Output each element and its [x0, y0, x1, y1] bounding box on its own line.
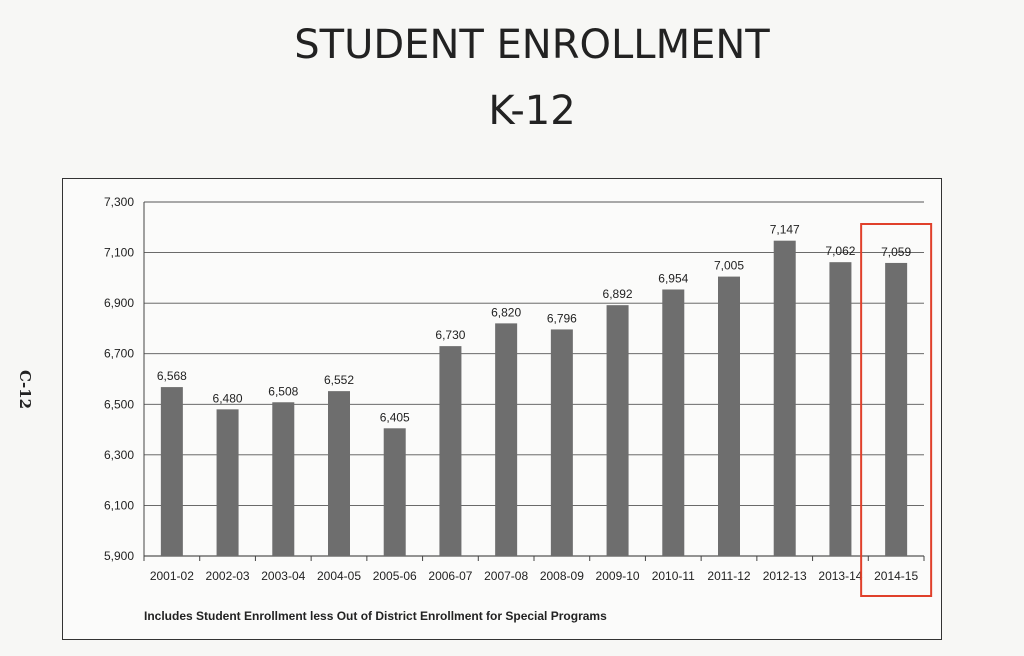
bar: [662, 289, 684, 556]
data-label: 7,147: [769, 222, 800, 237]
bar: [774, 241, 796, 556]
page-side-label: C-12: [16, 370, 34, 410]
data-label: 6,954: [658, 271, 689, 286]
data-label: 6,480: [212, 391, 243, 406]
y-tick-label: 6,300: [103, 447, 134, 462]
x-tick-label: 2012-13: [762, 569, 807, 583]
bars: [161, 241, 907, 556]
x-tick-label: 2008-09: [539, 569, 584, 583]
x-tick-label: 2004-05: [316, 569, 362, 583]
data-label: 6,796: [546, 311, 577, 326]
bar: [217, 409, 239, 556]
data-label: 6,820: [491, 305, 522, 320]
bar: [829, 262, 851, 556]
y-tick-label: 6,500: [103, 397, 134, 412]
x-tick-label: 2011-12: [707, 569, 751, 583]
data-label: 6,405: [379, 410, 410, 425]
bar: [551, 329, 573, 556]
y-tick-label: 7,100: [103, 245, 134, 260]
chart-title-line1: STUDENT ENROLLMENT: [294, 22, 770, 68]
x-tick-label: 2007-08: [484, 569, 529, 583]
x-tick-label: 2005-06: [372, 569, 417, 583]
data-label: 7,059: [881, 244, 912, 259]
bar: [495, 323, 517, 556]
x-tick-label: 2013-14: [818, 569, 863, 583]
grid-lines: [144, 202, 924, 556]
data-label: 7,005: [713, 258, 745, 273]
bar: [607, 305, 629, 556]
x-axis-ticks: [144, 556, 924, 583]
x-tick-label: 2003-04: [261, 569, 306, 583]
bar: [384, 428, 406, 556]
bar: [328, 391, 350, 556]
bar: [161, 387, 183, 556]
y-axis-ticks: [104, 195, 134, 563]
data-label: 7,062: [825, 244, 856, 259]
y-tick-label: 6,900: [103, 296, 134, 311]
x-tick-label: 2010-11: [651, 569, 695, 583]
bar: [272, 402, 294, 556]
data-label: 6,730: [435, 328, 466, 343]
data-label: 6,568: [156, 369, 187, 384]
y-tick-label: 6,100: [103, 498, 134, 513]
x-tick-label: 2014-15: [874, 569, 919, 583]
x-tick-label: 2006-07: [428, 569, 473, 583]
data-label: 6,552: [323, 373, 355, 388]
x-tick-label: 2002-03: [205, 569, 250, 583]
bar: [439, 346, 461, 556]
y-tick-label: 5,900: [103, 549, 134, 563]
x-tick-label: 2009-10: [595, 569, 640, 583]
bar: [885, 263, 907, 556]
data-label: 6,508: [268, 384, 299, 399]
x-tick-label: 2001-02: [149, 569, 194, 583]
y-tick-label: 6,700: [103, 346, 134, 361]
data-label: 6,892: [602, 287, 633, 302]
chart-footnote: Includes Student Enrollment less Out of District Enrollment for Special Programs: [144, 609, 607, 623]
chart-title-line2: K-12: [488, 88, 576, 134]
bar: [718, 277, 740, 556]
y-tick-label: 7,300: [103, 195, 134, 209]
